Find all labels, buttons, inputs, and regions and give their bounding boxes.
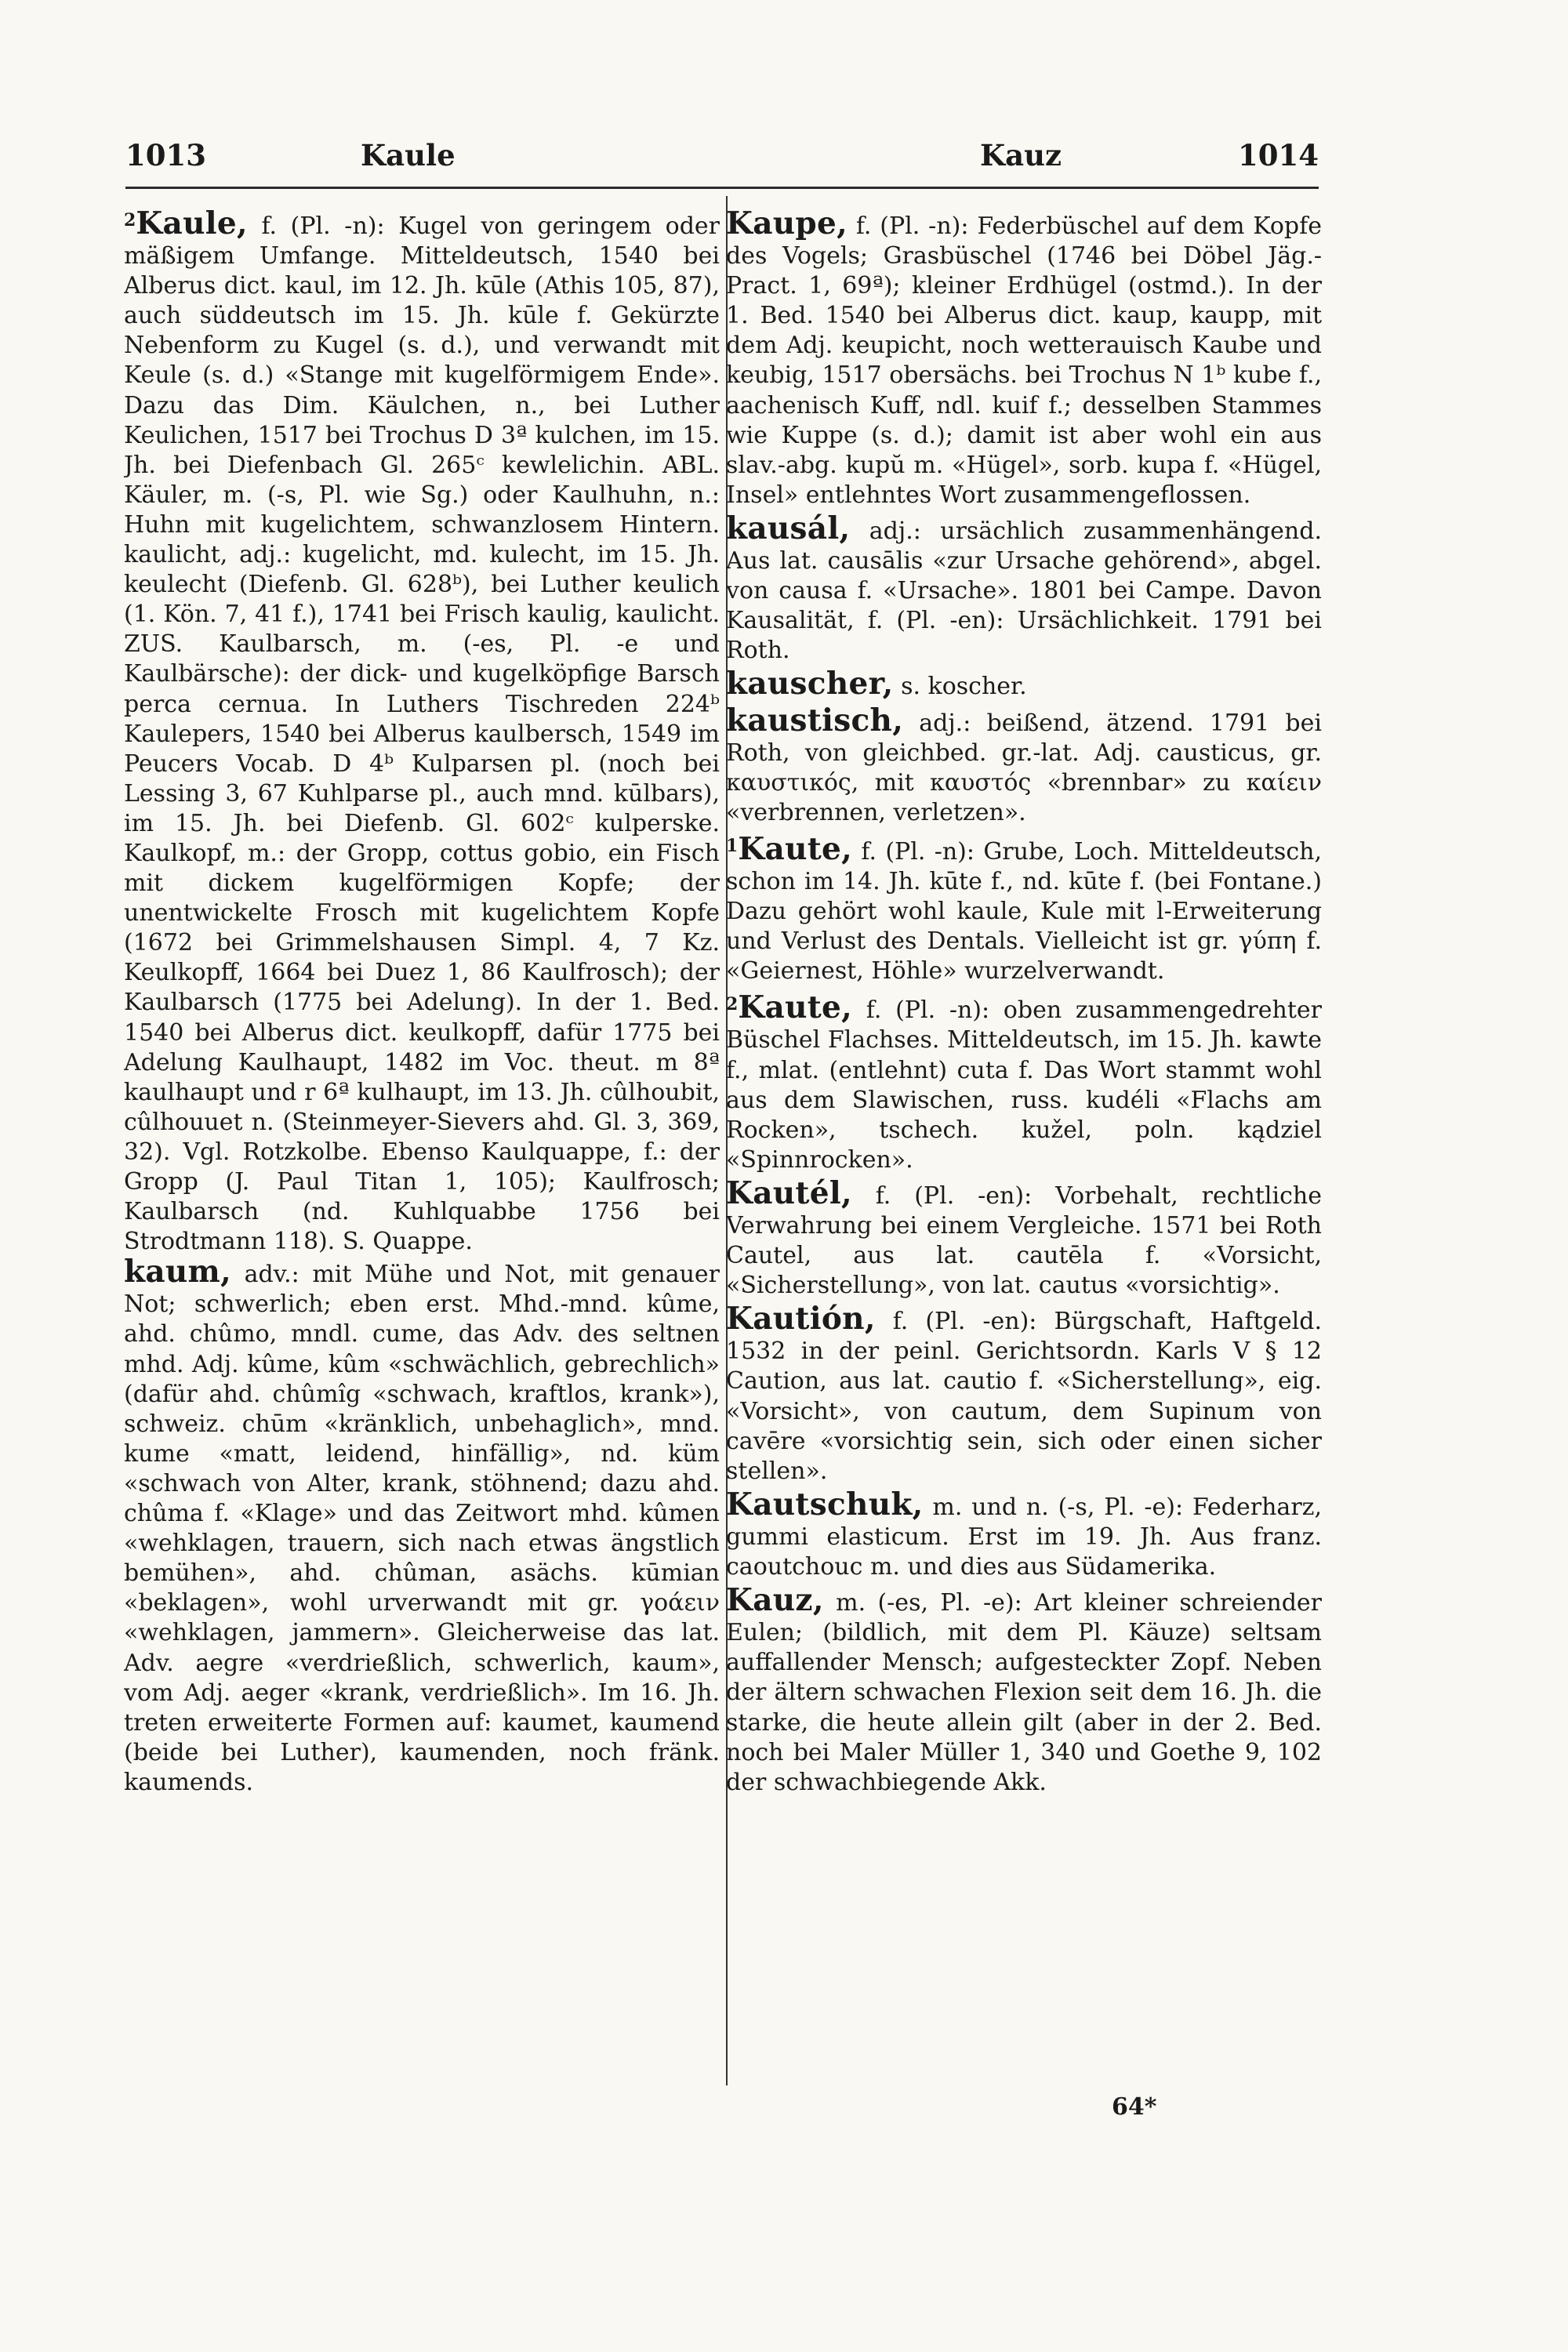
left-column [124, 205, 720, 2103]
right-column [726, 205, 1322, 2103]
page-number-right: 1014 [1238, 138, 1319, 172]
dictionary-entry [726, 1486, 1322, 1582]
dictionary-entry [726, 702, 1322, 828]
header-rule [125, 187, 1319, 189]
headword: kausál, [726, 510, 851, 546]
entry-text: f. (Pl. -en): Bürgschaft, Haftgeld. 1532 in der peinl. Gerichtsordn. Karls V § 12 Caution, aus lat. cautio f. «Sicherstellung», eig. «Vorsicht», von cautum, dem Supinum von cavēre «vorsichtig sein, sich oder einen sicher stellen». [726, 1308, 1322, 1485]
entry-text: adj.: beißend, ätzend. 1791 bei Roth, von gleichbed. gr.-lat. Adj. causticus, gr. καυστικός, mit καυστός «brennbar» zu καίειν «verbrennen, verletzen». [726, 709, 1322, 826]
homograph-number: 1 [726, 835, 739, 856]
entry-text: f. (Pl. -en): Vorbehalt, rechtliche Verwahrung bei einem Vergleiche. 1571 bei Roth Cautel, aus lat. cautēla f. «Vorsicht, «Sicherstellung», von lat. cautus «vorsichtig». [726, 1181, 1322, 1300]
entry-text: f. (Pl. -n): Grube, Loch. Mitteldeutsch, schon im 14. Jh. kūte f., nd. kūte f. (bei Fontane.) Dazu gehört wohl kaule, Kule mit l-Erweiterung und Verlust des Dentals. Vielleicht ist gr. γύπη f. «Geiernest, Höhle» wurzelverwandt. [726, 837, 1322, 985]
entry-text: adj.: ursächlich zusammenhängend. Aus lat. causālis «zur Ursache gehörend», abgel. von causa f. «Ursache». 1801 bei Campe. Davon Kausalität, f. (Pl. -en): Ursächlichkeit. 1791 bei Roth. [726, 517, 1322, 665]
guide-word-left: Kaule [361, 138, 456, 172]
entry-text: m. (-es, Pl. -e): Art kleiner schreiender Eulen; (bildlich, mit dem Pl. Käuze) seltsam auffallender Mensch; aufgesteckter Zopf. Neben der ältern schwachen Flexion seit dem 16. Jh. die starke, die heute allein gilt (aber in der 2. Bed. noch bei Maler Müller 1, 340 und Goethe 9, 102 der schwachbiegende Akk. [726, 1589, 1322, 1796]
headword: Kaule, [136, 205, 248, 241]
headword: kauscher, [726, 666, 894, 702]
headword: kaum, [124, 1254, 231, 1290]
entry-text: f. (Pl. -n): Kugel von geringem oder mäßigem Umfange. Mitteldeutsch, 1540 bei Alberus dict. kaul, im 12. Jh. kūle (Athis 105, 87), auch süddeutsch im 15. Jh. kūle f. Gekürzte Nebenform zu Kugel (s. d.), und verwandt mit Keule (s. d.) «Stange mit kugelförmigem Ende». Dazu das Dim. Käulchen, n., bei Luther Keulichen, 1517 bei Trochus D 3ª kulchen, im 15. Jh. bei Diefenbach Gl. 265ᶜ kewlelichin. ABL. Käuler, m. (-s, Pl. wie Sg.) oder Kaulhuhn, n.: Huhn mit kugelichtem, schwanzlosem Hintern. kaulicht, adj.: kugelicht, md. kulecht, im 15. Jh. keulecht (Diefenb. Gl. 628ᵇ), bei Luther keulich (1. Kön. 7, 41 f.), 1741 bei Frisch kaulig, kaulicht. ZUS. Kaulbarsch, m. (-es, Pl. -e und Kaulbärsche): der dick- und kugelköpfige Barsch perca cernua. In Luthers Tischreden 224ᵇ Kaulepers, 1540 bei Alberus kaulbersch, 1549 im Peucers Vocab. D 4ᵇ Kulparsen pl. (noch bei Lessing 3, 67 Kuhlparse pl., auch mnd. kūlbars), im 15. Jh. bei Diefenb. Gl. 602ᶜ kulperske. Kaulkopf, m.: der Gropp, cottus gobio, ein Fisch mit dickem kugelförmigen Kopfe; der unentwickelte Frosch mit kugelichtem Kopfe (1672 bei Grimmelshausen Simpl. 4, 7 Kz. Keulkopff, 1664 bei Duez 1, 86 Kaulfrosch); der Kaulbarsch (1775 bei Adelung). In der 1. Bed. 1540 bei Alberus dict. keulkopff, dafür 1775 bei Adelung Kaulhaupt, 1482 im Voc. theut. m 8ª kaulhaupt und r 6ª kulhaupt, im 13. Jh. cûlhoubit, cûlhouuet n. (Steinmeyer-Sievers ahd. Gl. 3, 369, 32). Vgl. Rotzkolbe. Ebenso Kaulquappe, f.: der Gropp (J. Paul Titan 1, 105); Kaulfrosch; Kaulbarsch (nd. Kuhlquabbe 1756 bei Strodtmann 118). S. Quappe. [124, 212, 720, 1256]
headword: Kauz, [726, 1582, 824, 1619]
headword: Kautél, [726, 1174, 852, 1211]
entry-text: f. (Pl. -n): oben zusammengedrehter Büschel Flachses. Mitteldeutsch, im 15. Jh. kawte f., mlat. (entlehnt) cuta f. Das Wort stammt wohl aus dem Slawischen, russ. kudéli «Flachs am Rocken», tschech. kužel, poln. kądziel «Spinnrocken». [726, 996, 1322, 1174]
dictionary-entry [726, 1174, 1322, 1301]
dictionary-entry [726, 666, 1322, 702]
page-number-left: 1013 [125, 138, 206, 172]
signature-mark: 64* [1112, 2093, 1157, 2121]
headword: Kaupe, [726, 205, 848, 241]
entry-text: adv.: mit Mühe und Not, mit genauer Not; schwerlich; eben erst. Mhd.-mnd. kûme, ahd. chûmo, mndl. cume, das Adv. des seltnen mhd. Adj. kûme, kûm «schwächlich, gebrechlich» (dafür ahd. chûmîg «schwach, kraftlos, krank»), schweiz. chūm «kränklich, unbehaglich», mnd. kume «matt, leidend, hinfällig», nd. küm «schwach von Alter, krank, stöhnend; dazu ahd. chûma f. «Klage» und das Zeitwort mhd. kûmen «wehklagen, trauern, sich nach etwas ängstlich bemühen», ahd. chûman, asächs. kūmian «beklagen», wohl urverwandt mit gr. γοάειν «wehklagen, jammern». Gleicherweise das lat. Adv. aegre «verdrießlich, schwerlich, kaum», vom Adj. aeger «krank, verdrießlich». Im 16. Jh. treten erweiterte Formen auf: kaumet, kaumend (beide bei Luther), kaumenden, noch fränk. kaumends. [124, 1261, 720, 1796]
dictionary-entry [726, 831, 1322, 986]
headword: Kaute, [738, 989, 853, 1026]
dictionary-entry [726, 1582, 1322, 1798]
dictionary-entry [124, 205, 720, 1257]
dictionary-entry [726, 510, 1322, 666]
entry-text: s. koscher. [901, 673, 1027, 701]
guide-word-right: Kauz [980, 138, 1062, 172]
dictionary-entry [124, 1254, 720, 1798]
dictionary-entry [726, 205, 1322, 510]
running-header [125, 138, 1319, 183]
headword: Kautión, [726, 1301, 876, 1338]
homograph-number: 2 [726, 994, 739, 1015]
entry-text: m. und n. (-s, Pl. -e): Federharz, gummi elasticum. Erst im 19. Jh. Aus franz. caoutchouc m. und dies aus Südamerika. [726, 1493, 1322, 1581]
headword: Kautschuk, [726, 1486, 924, 1523]
dictionary-entry [726, 989, 1322, 1175]
headword: kaustisch, [726, 702, 904, 739]
headword: Kaute, [738, 830, 853, 867]
homograph-number: 2 [124, 210, 136, 230]
dictionary-entry [726, 1301, 1322, 1486]
entry-text: f. (Pl. -n): Federbüschel auf dem Kopfe des Vogels; Grasbüschel (1746 bei Döbel Jäg.-Pract. 1, 69ª); kleiner Erdhügel (ostmd.). In der 1. Bed. 1540 bei Alberus dict. kaup, kaupp, mit dem Adj. keupicht, noch wetterauisch Kaube und keubig, 1517 obersächs. bei Trochus N 1ᵇ kube f., aachenisch Kuff, ndl. kuif f.; desselben Stammes wie Kuppe (s. d.); damit ist aber wohl ein aus slav.-abg. kupŭ m. «Hügel», sorb. kupa f. «Hügel, Insel» entlehntes Wort zusammengeflossen. [726, 212, 1322, 509]
